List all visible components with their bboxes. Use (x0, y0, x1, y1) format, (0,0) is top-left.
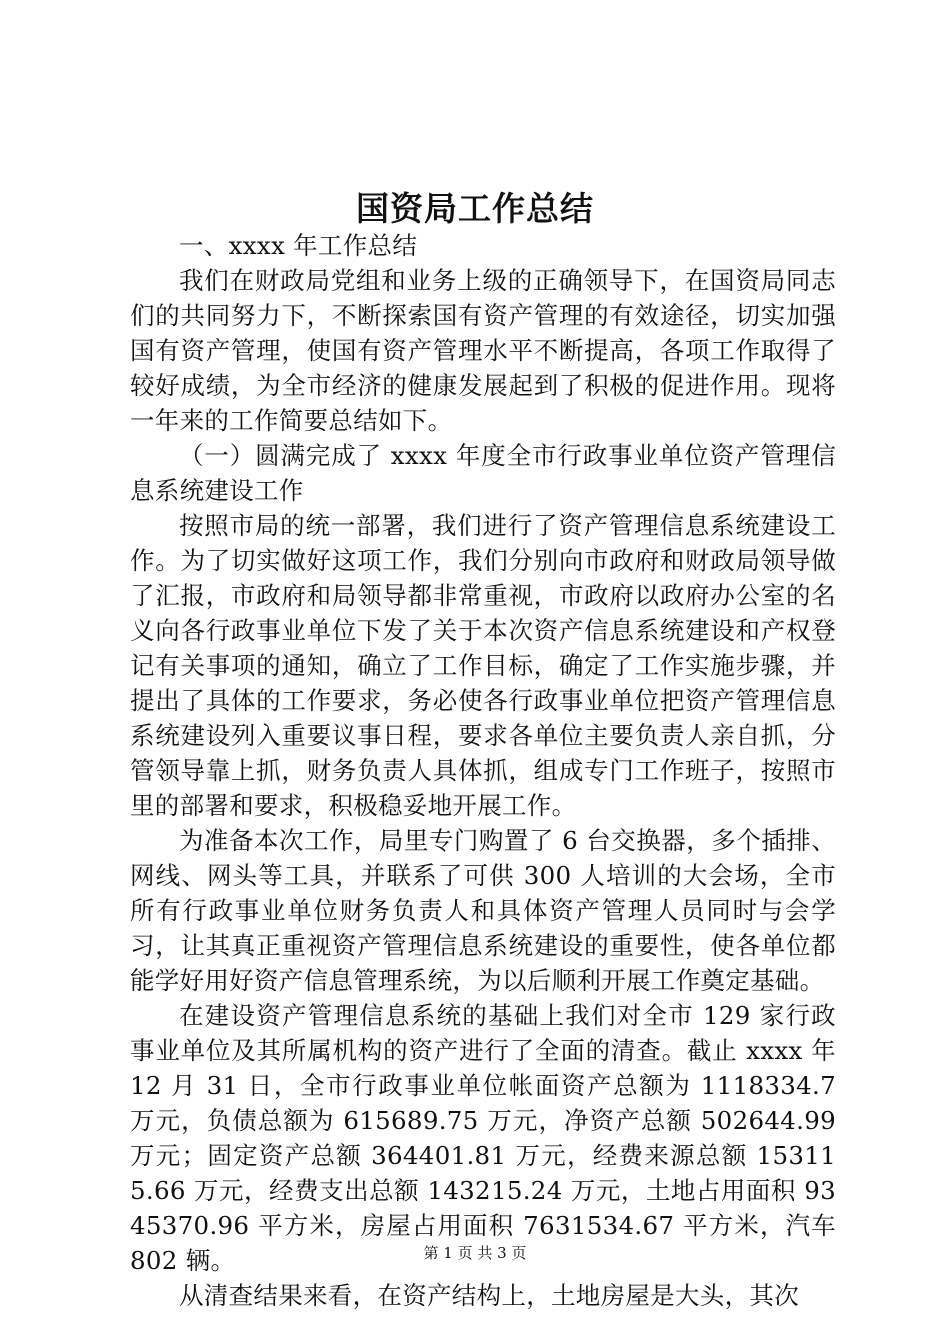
section-heading: 一、xxxx 年工作总结 (179, 231, 418, 260)
subsection-heading: （一）圆满完成了 xxxx 年度全市行政事业单位资产管理信息系统建设工作 (130, 441, 836, 505)
document-title: 国资局工作总结 (356, 189, 594, 228)
document-body (130, 228, 836, 1313)
body-paragraph: 为准备本次工作，局里专门购置了 6 台交换器，多个插排、网线、网头等工具，并联系了可供 300 人培训的大会场，全市所有行政事业单位财务负责人和具体资产管理人员同时与会学习，让其真正重视资产管理信息系统建设的重要性，使各单位都能学好用好资产信息管理系统，为以后顺利开展工作奠定基础。 (130, 826, 836, 995)
body-paragraph: 按照市局的统一部署，我们进行了资产管理信息系统建设工作。为了切实做好这项工作，我们分别向市政府和财政局领导做了汇报，市政府和局领导都非常重视，市政府以政府办公室的名义向各行政事业单位下发了关于本次资产信息系统建设和产权登记有关事项的通知，确立了工作目标，确定了工作实施步骤，并提出了具体的工作要求，务必使各行政事业单位把资产管理信息系统建设列入重要议事日程，要求各单位主要负责人亲自抓，分管领导靠上抓，财务负责人具体抓，组成专门工作班子，按照市里的部署和要求，积极稳妥地开展工作。 (130, 511, 836, 820)
body-paragraph: 我们在财政局党组和业务上级的正确领导下，在国资局同志们的共同努力下，不断探索国有资产管理的有效途径，切实加强国有资产管理，使国有资产管理水平不断提高，各项工作取得了较好成绩，为全市经济的健康发展起到了积极的促进作用。现将一年来的工作简要总结如下。 (130, 266, 836, 435)
page-footer: 第 1 页 共 3 页 (423, 1244, 527, 1262)
body-paragraph: 在建设资产管理信息系统的基础上我们对全市 129 家行政事业单位及其所属机构的资产进行了全面的清查。截止 xxxx 年 12 月 31 日，全市行政事业单位帐面资产总额为 1118334.7 万元，负债总额为 615689.75 万元，净资产总额 502644.99 万元；固定资产总额 364401.81 万元，经费来源总额 153115.66 万元，经费支出总额 143215.24 万元，土地占用面积 9345370.96 平方米，房屋占用面积 7631534.67 平方米，汽车 802 辆。 (130, 1001, 836, 1275)
body-paragraph: 从清查结果来看，在资产结构上，土地房屋是大头，其次 (179, 1281, 799, 1310)
